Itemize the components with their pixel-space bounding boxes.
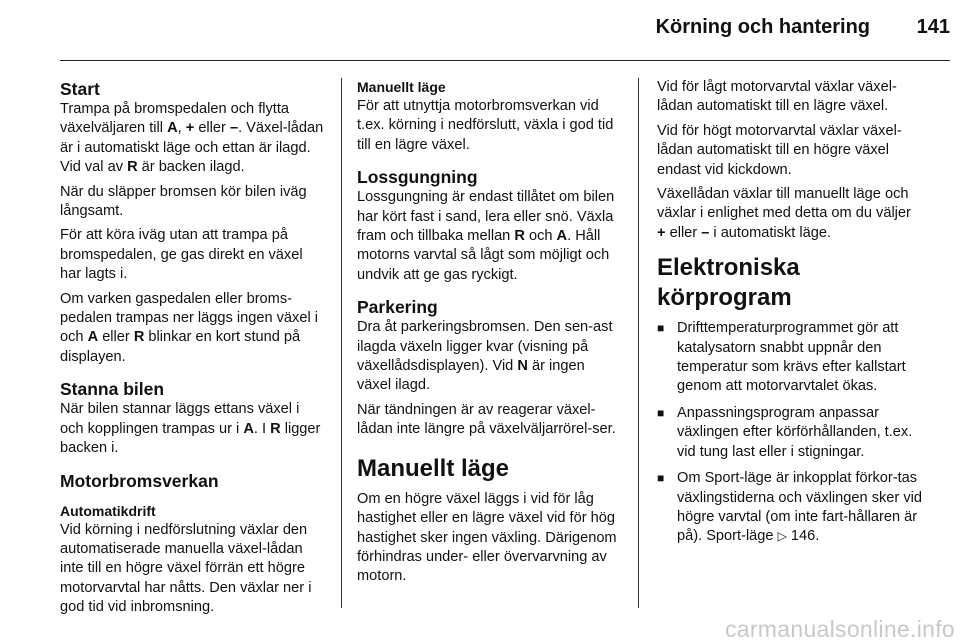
program-list <box>657 319 922 546</box>
watermark: carmanualsonline.info <box>724 616 955 642</box>
stanna-paragraph: När bilen stannar läggs ettans växel i och kopplingen trampas ur i A. I R ligger backen i. <box>60 401 321 457</box>
list-item: ■ Anpassningsprogram anpassar växlingen efter körförhållanden, t.ex. vid tung last eller i stigningar. <box>657 404 913 460</box>
parkering-paragraph-1: Dra åt parkeringsbromsen. Den sen-ast ilagda växeln ligger kvar (visning på växellådsdisplayen). Vid N är ingen växel ilagd. <box>357 319 613 394</box>
manuellt-paragraph: Om en högre växel läggs i vid för låg hastighet eller en lägre växel vid för hög hastighet sker ingen växling. Därigenom förhindras under- eller övervarvning av motorn. <box>357 490 617 585</box>
column-2 <box>357 78 622 592</box>
page-header-title: Körning och hantering <box>655 16 870 38</box>
manuellt-small-paragraph: För att utnyttja motorbromsverkan vid t.ex. körning i nedförslutt, växla i god tid till en lägre växel. <box>357 98 614 153</box>
page-reference-icon[interactable]: ▷ <box>777 529 787 544</box>
square-bullet-icon: ■ <box>657 321 665 336</box>
column-1 <box>60 78 325 623</box>
page-number: 141 <box>916 16 950 38</box>
start-paragraph-4: Om varken gaspedalen eller broms-pedalen trampas ner läggs ingen växel i och A eller R blinkar en kort stund på displayen. <box>60 290 318 365</box>
lossgungning-paragraph: Lossgungning är endast tillåtet om bilen har kört fast i sand, lera eller snö. Växla fram och tillbaka mellan R och A. Håll motorns varvtal så lågt som möjligt och undvik att ge gas ryckigt. <box>357 189 615 283</box>
column-divider <box>638 78 639 608</box>
subheading-automatikdrift: Automatikdrift <box>60 502 156 519</box>
list-item: ■ Drifttemperaturprogrammet gör att katalysatorn snabbt uppnår den temperatur som krävs efter kallstart genom att motorvarvtalet ökas. <box>657 320 906 395</box>
square-bullet-icon: ■ <box>657 471 665 486</box>
start-paragraph-1: Trampa på bromspedalen och flytta växelväljaren till A, + eller –. Växel-lådan är i automatiskt läge och ettan är ilagd. Vid val av R är backen ilagd. <box>60 101 324 176</box>
start-paragraph-2: När du släpper bromsen kör bilen iväg långsamt. <box>60 183 307 220</box>
col3-paragraph-2: Vid för högt motorvarvtal växlar växel-lådan automatiskt till en högre växel endast vid kickdown. <box>657 122 902 178</box>
chapter-heading-elektroniska-korprogram: Elektroniska körprogram <box>657 254 800 312</box>
automatik-paragraph: Vid körning i nedförslutning växlar den automatiserade manuella växel-lådan inte till en högre växel förrän ett högre motorvarvtal har nåtts. Den växlar ner i god tid vid inbromsning. <box>60 521 312 616</box>
section-heading-lossgungning: Lossgungning <box>357 167 478 188</box>
page-reference-link[interactable]: 146. <box>790 528 820 545</box>
section-heading-motorbromsverkan: Motorbromsverkan <box>60 470 219 491</box>
subheading-manuellt-lage: Manuellt läge <box>357 79 446 95</box>
column-3 <box>657 78 922 554</box>
parkering-paragraph-2: När tändningen är av reagerar växel-lådan inte längre på växelväljarrörel-ser. <box>357 401 616 438</box>
start-paragraph-3: För att köra iväg utan att trampa på bromspedalen, ge gas direkt en växel har lagts i. <box>60 227 303 283</box>
col3-paragraph-3: Växellådan växlar till manuellt läge och växlar i enlighet med detta om du väljer + eller – i automatiskt läge. <box>657 186 911 241</box>
column-divider <box>341 78 342 608</box>
section-heading-start: Start <box>60 79 100 99</box>
header-divider <box>60 60 950 61</box>
col3-paragraph-1: Vid för lågt motorvarvtal växlar växel-lådan automatiskt till en lägre växel. <box>657 79 897 115</box>
list-item: ■ Om Sport-läge är inkopplat förkor-tas växlingstiderna och växlingen sker vid högre varvtal (om inte fart-hållaren är på). Sport-läge ▷ 146. <box>657 470 922 545</box>
chapter-heading-manuellt-lage: Manuellt läge <box>357 454 510 482</box>
square-bullet-icon: ■ <box>657 405 665 420</box>
section-heading-stanna-bilen: Stanna bilen <box>60 379 165 400</box>
section-heading-parkering: Parkering <box>357 297 438 318</box>
